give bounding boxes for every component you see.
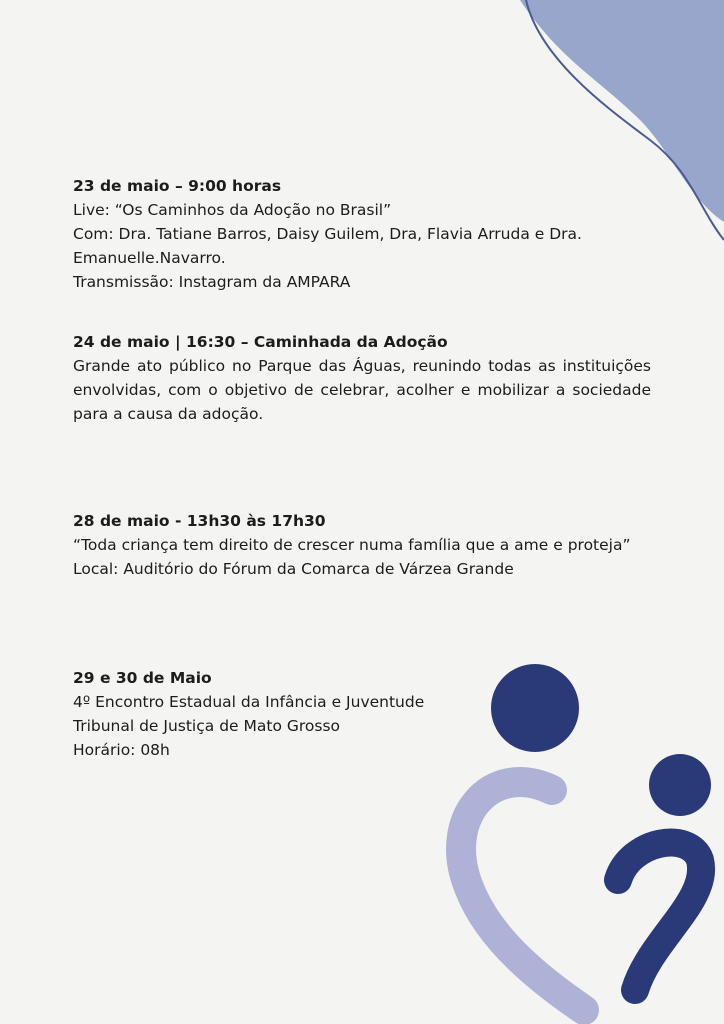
event-4-line-1: 4º Encontro Estadual da Infância e Juventude	[73, 693, 425, 711]
event-1-line-2: Com: Dra. Tatiane Barros, Daisy Guilem, Dra, Flavia Arruda e Dra. Emanuelle.Navarro.	[73, 225, 582, 267]
event-4-line-2: Tribunal de Justiça de Mato Grosso	[73, 717, 341, 735]
child-head	[649, 754, 711, 816]
event-4-line-3: Horário: 08h	[73, 741, 170, 759]
event-3-title: 28 de maio - 13h30 às 17h30	[73, 512, 326, 530]
event-1-line-3: Transmissão: Instagram da AMPARA	[73, 273, 351, 291]
event-2-description: Grande ato público no Parque das Águas, reunindo todas as instituições envolvidas, com o objetivo de celebrar, acolher e mobilizar a sociedade para a causa da adoção.	[73, 357, 651, 423]
event-3-line-2: Local: Auditório do Fórum da Comarca de Várzea Grande	[73, 560, 514, 578]
event-block-2	[73, 330, 651, 426]
event-2-title: 24 de maio | 16:30 – Caminhada da Adoção	[73, 333, 448, 351]
event-1-title: 23 de maio – 9:00 horas	[73, 177, 282, 195]
event-4-title: 29 e 30 de Maio	[73, 669, 212, 687]
event-block-1	[73, 174, 651, 294]
event-block-4	[73, 666, 651, 762]
parent-body-arc	[461, 782, 584, 1010]
event-block-3	[73, 509, 651, 581]
child-body-arc	[618, 843, 701, 990]
event-1-line-1: Live: “Os Caminhos da Adoção no Brasil”	[73, 201, 392, 219]
event-3-line-1: “Toda criança tem direito de crescer numa família que a ame e proteja”	[73, 536, 631, 554]
